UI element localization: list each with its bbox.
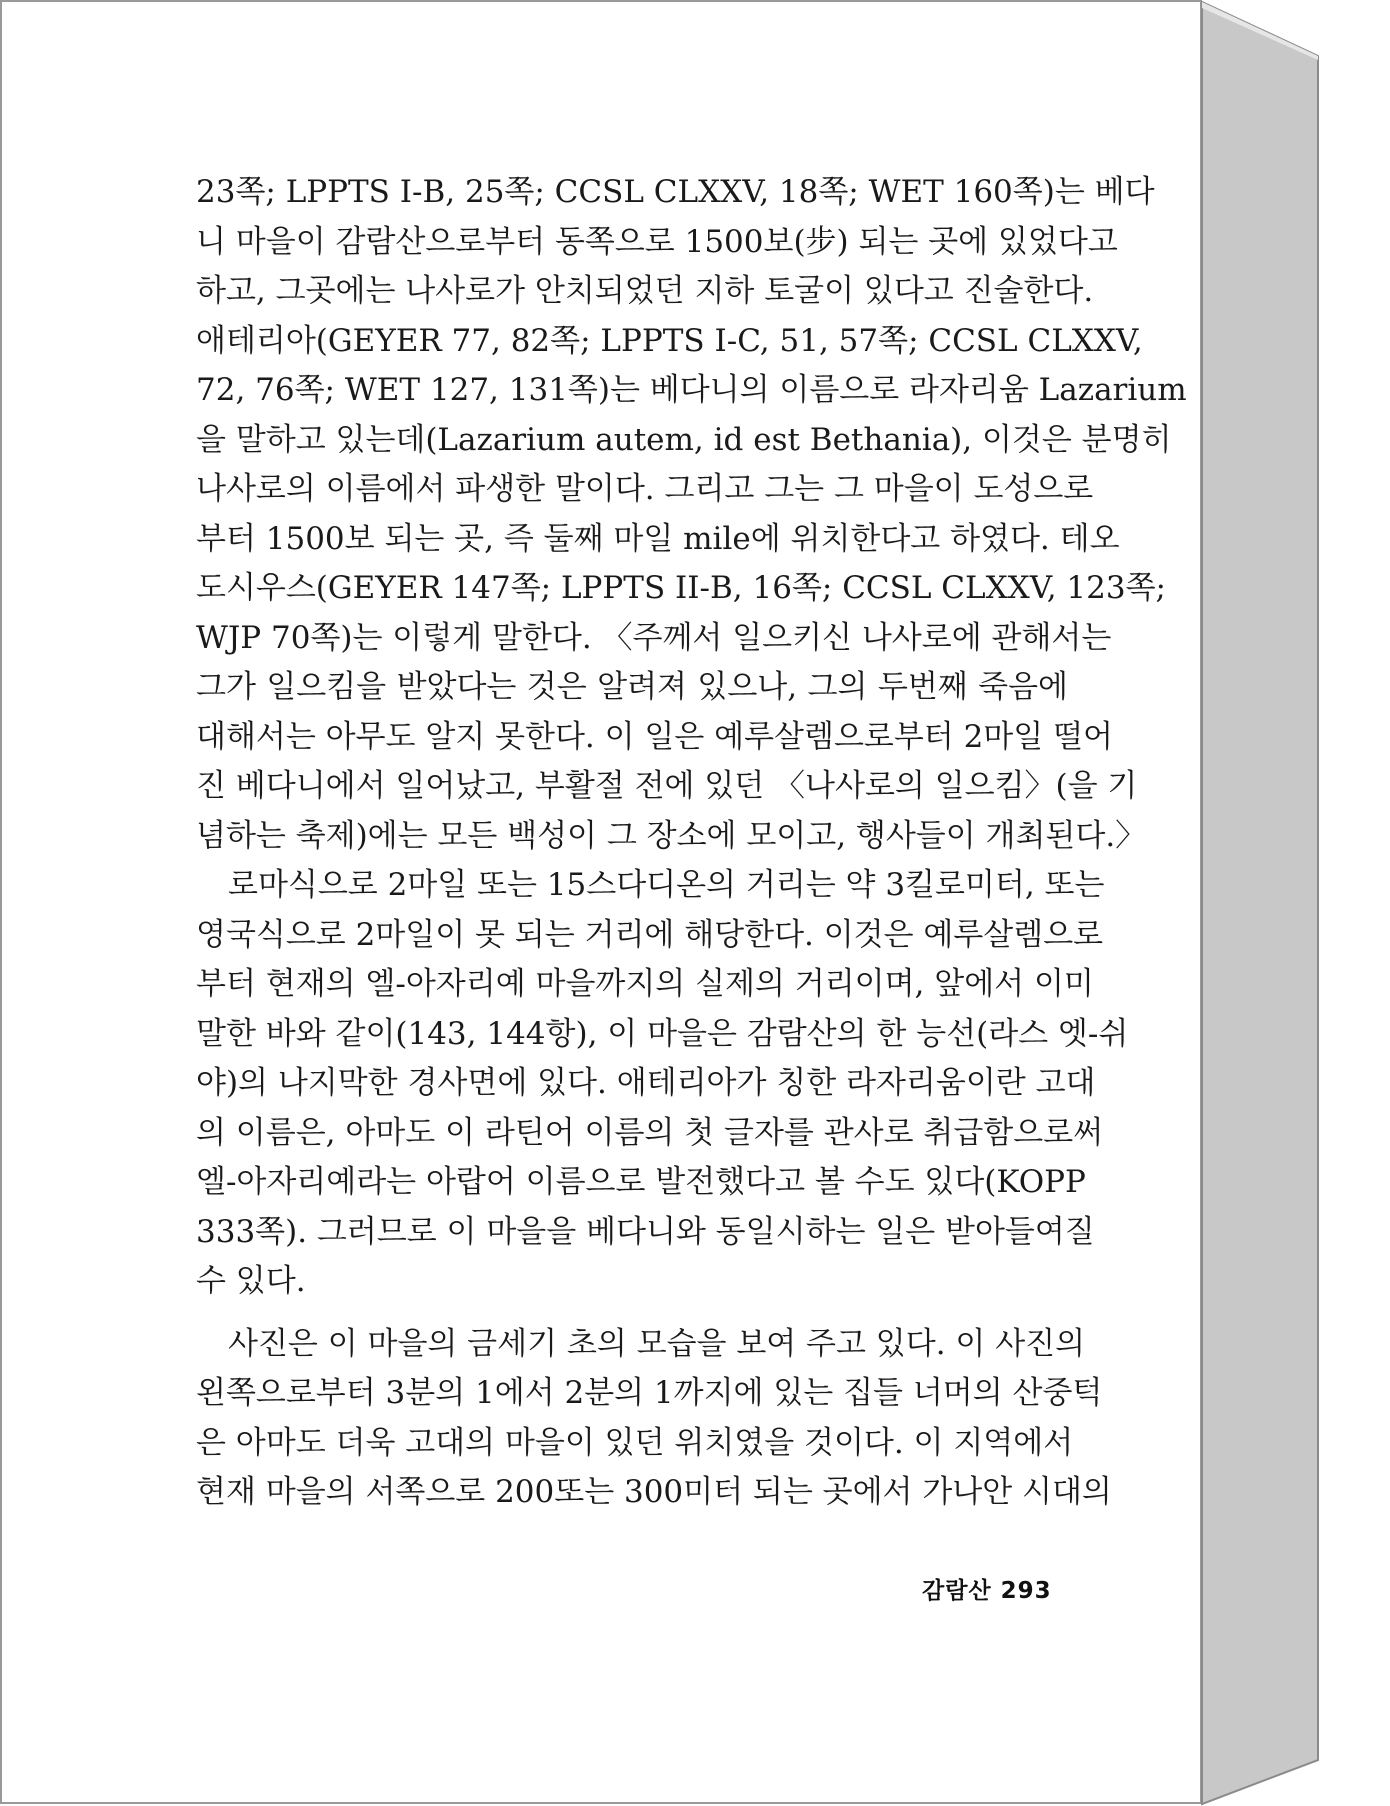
text-line: 하고, 그곳에는 나사로가 안치되었던 지하 토굴이 있다고 진술한다. <box>196 273 1094 309</box>
text-line: 진 베다니에서 일어났고, 부활절 전에 있던 〈나사로의 일으킴〉(을 기 <box>196 768 1138 804</box>
text-line: 도시우스(GEYER 147쪽; LPPTS II-B, 16쪽; CCSL CLXXV, 123쪽; <box>196 570 1166 606</box>
text-line: WJP 70쪽)는 이렇게 말한다. 〈주께서 일으키신 나사로에 관해서는 <box>196 619 1112 656</box>
text-line: 은 아마도 더욱 고대의 마을이 있던 위치였을 것이다. 이 지역에서 <box>196 1424 1074 1461</box>
text-line: 사진은 이 마을의 금세기 초의 모습을 보여 주고 있다. 이 사진의 <box>228 1325 1086 1362</box>
text-line: 그가 일으킴을 받았다는 것은 알려져 있으나, 그의 두번째 죽음에 <box>196 669 1068 705</box>
text-line: 애테리아(GEYER 77, 82쪽; LPPTS I-C, 51, 57쪽; CCSL CLXXV, <box>196 322 1143 359</box>
text-line: 영국식으로 2마일이 못 되는 거리에 해당한다. 이것은 예루살렘으로 <box>196 916 1104 953</box>
text-line: 333쪽). 그러므로 이 마을을 베다니와 동일시하는 일은 받아들여질 <box>196 1213 1095 1250</box>
text-line: 수 있다. <box>196 1263 306 1299</box>
text-line: 의 이름은, 아마도 이 라틴어 이름의 첫 글자를 관사로 취급함으로써 <box>196 1114 1104 1151</box>
text-line: 념하는 축제)에는 모든 백성이 그 장소에 모이고, 행사들이 개최된다.〉 <box>196 817 1147 854</box>
text-line: 72, 76쪽; WET 127, 131쪽)는 베다니의 이름으로 라자리움 Lazarium <box>196 372 1187 408</box>
text-line: 야)의 나지막한 경사면에 있다. 애테리아가 칭한 라자리움이란 고대 <box>196 1065 1096 1101</box>
running-head: 감람산 <box>922 1578 992 1604</box>
page-number: 293 <box>1000 1578 1052 1604</box>
text-line: 부터 1500보 되는 곳, 즉 둘째 마일 mile에 위치한다고 하였다. 테오 <box>196 520 1120 557</box>
page-footer <box>922 1572 1052 1605</box>
text-line: 현재 마을의 서쪽으로 200또는 300미터 되는 곳에서 가나안 시대의 <box>196 1474 1112 1510</box>
body-text <box>196 168 1187 1518</box>
text-line: 대해서는 아무도 알지 못한다. 이 일은 예루살렘으로부터 2마일 떨어 <box>196 718 1113 755</box>
text-line: 23쪽; LPPTS I-B, 25쪽; CCSL CLXXV, 18쪽; WET 160쪽)는 베다 <box>196 174 1155 210</box>
text-line: 부터 현재의 엘-아자리예 마을까지의 실제의 거리이며, 앞에서 이미 <box>196 966 1094 1002</box>
text-line: 로마식으로 2마일 또는 15스다디온의 거리는 약 3킬로미터, 또는 <box>228 867 1105 903</box>
text-line: 말한 바와 같이(143, 144항), 이 마을은 감람산의 한 능선(라스 엣-쉬 <box>196 1015 1129 1052</box>
text-line: 왼쪽으로부터 3분의 1에서 2분의 1까지에 있는 집들 너머의 산중턱 <box>196 1375 1103 1411</box>
text-line: 엘-아자리예라는 아랍어 이름으로 발전했다고 볼 수도 있다(KOPP <box>196 1164 1086 1200</box>
text-line: 나사로의 이름에서 파생한 말이다. 그리고 그는 그 마을이 도성으로 <box>196 471 1094 507</box>
text-line: 을 말하고 있는데(Lazarium autem, id est Bethania), 이것은 분명히 <box>196 421 1172 458</box>
text-line: 니 마을이 감람산으로부터 동쪽으로 1500보(步) 되는 곳에 있었다고 <box>196 223 1118 260</box>
